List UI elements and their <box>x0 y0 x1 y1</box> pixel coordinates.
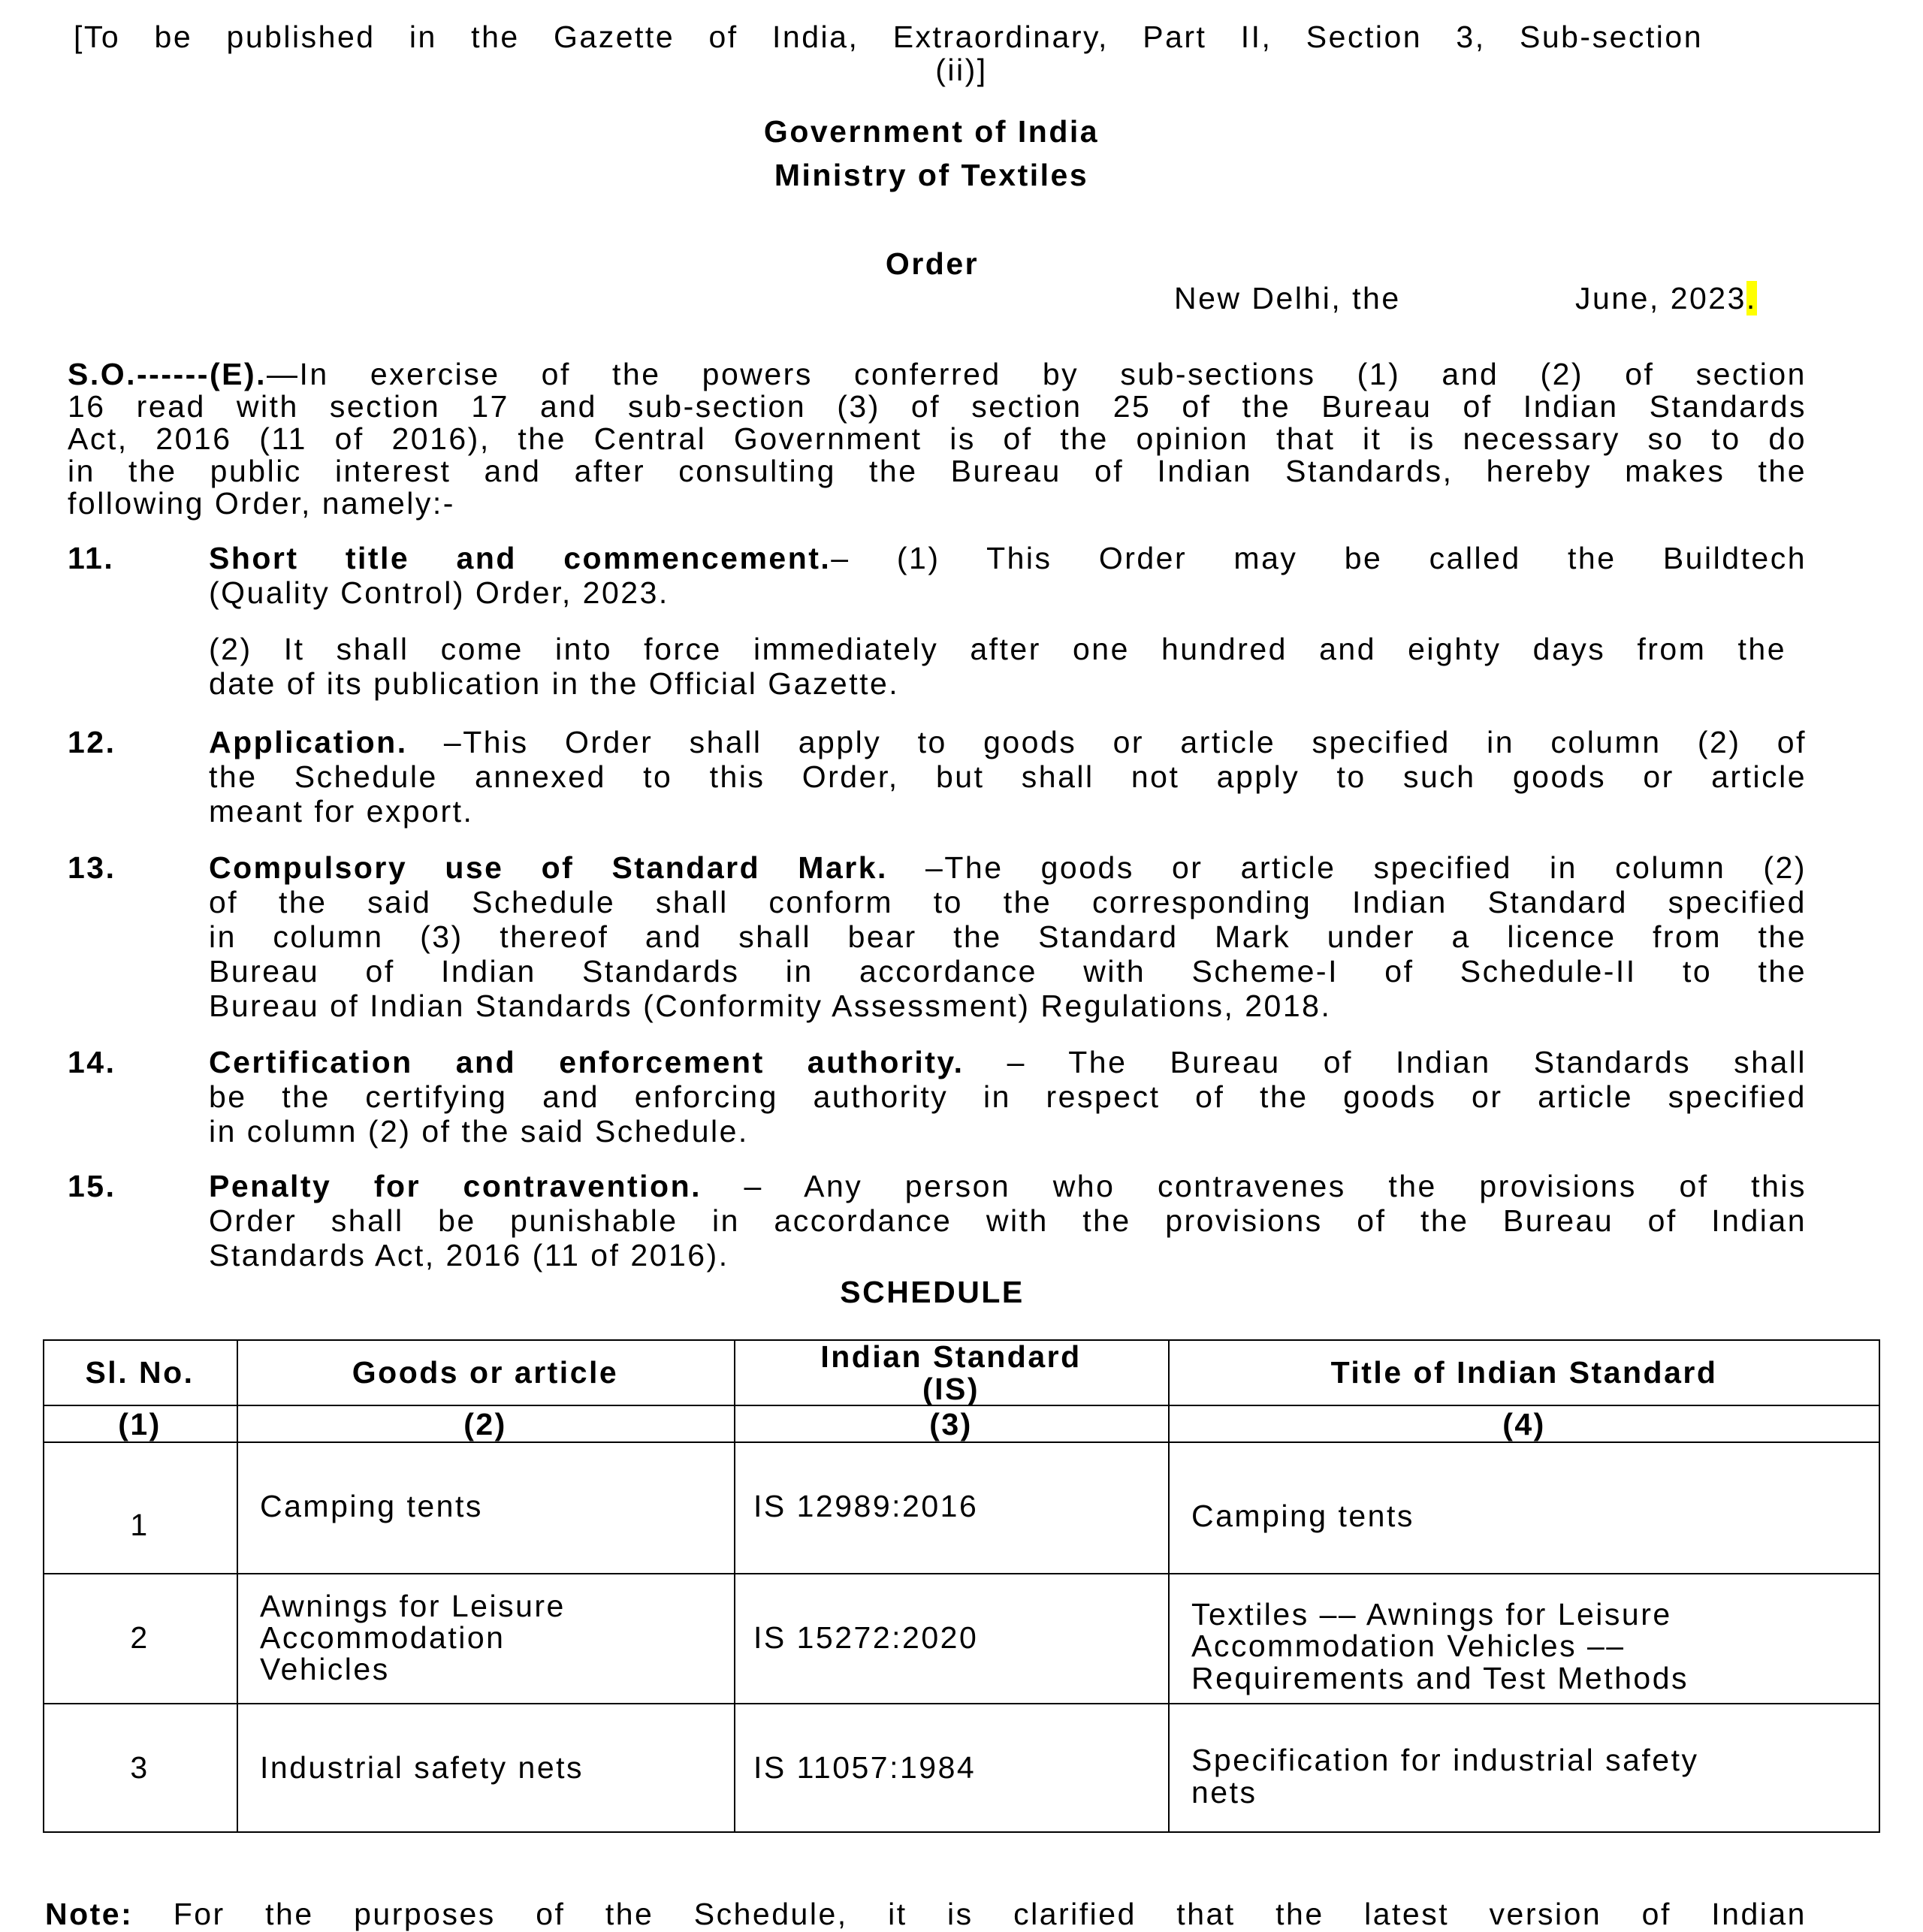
note-line <box>45 1896 1807 1932</box>
text: 13. <box>68 850 116 885</box>
text: Title of Indian Standard <box>1330 1355 1718 1390</box>
text: (2) <box>463 1407 507 1441</box>
clause-line <box>209 953 1807 989</box>
text: 3 <box>130 1750 149 1785</box>
text: Goods or article <box>352 1355 619 1390</box>
preamble-line <box>68 453 1807 489</box>
clause-heading: Certification and enforcement authority. <box>209 1045 965 1079</box>
cell-goods <box>260 1749 726 1786</box>
text: Standards Act, 2016 (11 of 2016). <box>209 1238 729 1272</box>
clause-number <box>68 850 116 886</box>
government-heading <box>0 113 1863 149</box>
text: – The Bureau of Indian Standards shall <box>964 1045 1807 1079</box>
header-is <box>734 1371 1168 1407</box>
text: Requirements and Test Methods <box>1191 1661 1689 1695</box>
text: (1) <box>118 1407 162 1441</box>
preamble-line <box>68 421 1807 457</box>
text: following Order, namely:- <box>68 486 455 521</box>
cell-title <box>1191 1774 1875 1810</box>
text: – (1) This Order may be called the Buildtech <box>831 541 1807 575</box>
text: 2 <box>130 1620 149 1655</box>
text: Camping tents <box>260 1489 483 1523</box>
cell-title <box>1191 1742 1875 1778</box>
text: –This Order shall apply to goods or article specified in column (2) of <box>407 725 1807 759</box>
text: Textiles –– Awnings for Leisure <box>1191 1597 1672 1632</box>
cell-is <box>753 1488 1159 1524</box>
clause-number <box>68 1044 116 1080</box>
clause-line <box>209 919 1807 955</box>
text: 12. <box>68 725 116 759</box>
text: IS 11057:1984 <box>753 1750 977 1785</box>
column-number <box>43 1406 237 1442</box>
text: Order <box>885 246 980 281</box>
text: Vehicles <box>260 1652 390 1686</box>
text: the Schedule annexed to this Order, but shall not apply to such goods or article <box>209 759 1807 794</box>
header-title <box>1168 1354 1880 1390</box>
clause-number <box>68 540 114 576</box>
clause-subline <box>209 666 1786 702</box>
order-date <box>1575 280 1757 316</box>
clause-line <box>209 1044 1807 1080</box>
column-number <box>734 1406 1168 1442</box>
header-sl-no <box>43 1354 237 1390</box>
clause-subline <box>209 631 1786 667</box>
clause-line <box>209 1203 1807 1239</box>
preamble-line <box>68 485 1807 521</box>
clause-number <box>68 724 116 760</box>
preamble-line <box>68 388 1807 424</box>
cell-goods <box>260 1488 726 1524</box>
cell-title <box>1191 1596 1875 1632</box>
place-label <box>1174 280 1401 316</box>
text: SCHEDULE <box>840 1275 1025 1309</box>
gazette-heading-cont <box>0 52 1923 88</box>
cell-goods <box>260 1651 726 1687</box>
clause-line <box>209 1237 1807 1273</box>
table-row-divider <box>43 1703 1880 1704</box>
text: 15. <box>68 1169 116 1203</box>
schedule-title <box>0 1274 1864 1310</box>
text: meant for export. <box>209 794 474 829</box>
text: in column (3) thereof and shall bear the Standard Mark under a licence from the <box>209 919 1807 954</box>
clause-heading: Short title and commencement. <box>209 541 832 575</box>
ministry-heading <box>0 157 1863 193</box>
highlight: . <box>1746 281 1757 315</box>
column-number <box>237 1406 734 1442</box>
text: 16 read with section 17 and sub-section (3) of section 25 of the Bureau of Indian Standards <box>68 389 1807 424</box>
cell-sl-no <box>43 1749 237 1786</box>
text: For the purposes of the Schedule, it is clarified that the latest version of Indian <box>133 1897 1807 1931</box>
text: Specification for industrial safety <box>1191 1743 1699 1777</box>
text: Industrial safety nets <box>260 1750 584 1785</box>
text: Government of India <box>763 114 1100 149</box>
text: IS 12989:2016 <box>753 1489 979 1523</box>
cell-title <box>1191 1660 1875 1696</box>
text: (3) <box>929 1407 973 1441</box>
clause-heading: Application. <box>209 725 408 759</box>
text: of the said Schedule shall conform to the corresponding Indian Standard specified <box>209 885 1807 919</box>
cell-goods <box>260 1588 726 1624</box>
clause-line <box>209 540 1807 576</box>
cell-is <box>753 1620 1159 1656</box>
cell-title <box>1191 1498 1875 1534</box>
text: Bureau of Indian Standards (Conformity Assessment) Regulations, 2018. <box>209 989 1332 1023</box>
order-title <box>0 246 1864 282</box>
header-goods <box>237 1354 734 1390</box>
text: Camping tents <box>1191 1499 1414 1533</box>
text: –The goods or article specified in column (2) <box>887 850 1807 885</box>
text: Act, 2016 (11 of 2016), the Central Government is of the opinion that it is necessary so to do <box>68 421 1807 456</box>
clause-number <box>68 1168 116 1204</box>
text: (Quality Control) Order, 2023. <box>209 575 669 610</box>
column-number <box>1168 1406 1880 1442</box>
clause-line <box>209 724 1807 760</box>
header-is <box>734 1339 1168 1375</box>
text: Bureau of Indian Standards in accordance with Scheme-I of Schedule-II to the <box>209 954 1807 989</box>
text: Order shall be punishable in accordance with the provisions of the Bureau of Indian <box>209 1203 1807 1238</box>
gazette-heading <box>74 19 1703 55</box>
text: – Any person who contravenes the provisions of this <box>702 1169 1807 1203</box>
text: in the public interest and after consulting the Bureau of Indian Standards, hereby makes the <box>68 454 1807 488</box>
clause-line <box>209 575 1807 611</box>
text: (2) It shall come into force immediately after one hundred and eighty days from the <box>209 632 1786 666</box>
text: nets <box>1191 1775 1257 1810</box>
text: 1 <box>130 1508 149 1542</box>
table-row-divider <box>43 1573 1880 1574</box>
text: Accommodation Vehicles –– <box>1191 1629 1626 1663</box>
clause-line <box>209 793 1807 829</box>
text: [To be published in the Gazette of India, Extraordinary, Part II, Section 3, Sub-section <box>74 20 1703 54</box>
text: Ministry of Textiles <box>774 158 1089 192</box>
text: Accommodation <box>260 1620 506 1655</box>
cell-sl-no <box>43 1620 237 1656</box>
text: 14. <box>68 1045 116 1079</box>
text: Indian Standard <box>820 1339 1082 1374</box>
text: (4) <box>1502 1407 1546 1441</box>
text: date of its publication in the Official Gazette. <box>209 666 900 701</box>
so-number: S.O.------(E). <box>68 357 267 391</box>
cell-goods <box>260 1620 726 1656</box>
text: —In exercise of the powers conferred by sub-sections (1) and (2) of section <box>266 357 1807 391</box>
text: New Delhi, the <box>1174 281 1401 315</box>
clause-line <box>209 884 1807 920</box>
clause-line <box>209 1079 1807 1115</box>
text: (IS) <box>922 1372 980 1406</box>
text: June, 2023 <box>1575 281 1746 315</box>
clause-heading: Compulsory use of Standard Mark. <box>209 850 888 885</box>
text: 11. <box>68 541 115 575</box>
cell-is <box>753 1749 1159 1786</box>
text: (ii)] <box>935 53 988 87</box>
clause-line <box>209 850 1807 886</box>
clause-line <box>209 1168 1807 1204</box>
text: be the certifying and enforcing authority in respect of the goods or article specified <box>209 1079 1807 1114</box>
text: Sl. No. <box>85 1355 195 1390</box>
cell-sl-no <box>43 1507 237 1543</box>
clause-line <box>209 759 1807 795</box>
preamble-line <box>68 356 1807 392</box>
text: in column (2) of the said Schedule. <box>209 1114 749 1149</box>
clause-line <box>209 988 1807 1024</box>
text: Awnings for Leisure <box>260 1589 566 1623</box>
clause-heading: Penalty for contravention. <box>209 1169 702 1203</box>
cell-title <box>1191 1628 1875 1664</box>
note-label: Note: <box>45 1897 134 1931</box>
clause-line <box>209 1113 1807 1149</box>
text: IS 15272:2020 <box>753 1620 979 1655</box>
